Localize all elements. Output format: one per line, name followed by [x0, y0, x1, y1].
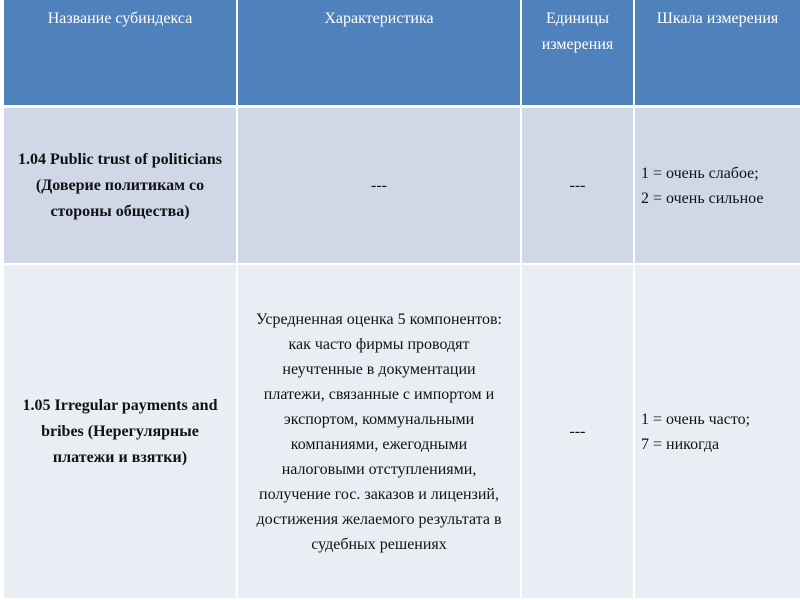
row1-units — [522, 108, 635, 265]
row2-subindex-name — [4, 265, 238, 600]
row1-scale — [635, 108, 800, 265]
row1-name-line1: 1.04 Public trust of politicians — [17, 150, 222, 168]
row2-characteristic-line: экспортом, коммунальными — [283, 410, 475, 428]
header-scale — [635, 0, 800, 108]
row2-characteristic-line: платежи, связанные с импортом и — [263, 385, 495, 403]
row2-characteristic-line: судебных решениях — [311, 535, 447, 553]
row1-subindex-name — [4, 108, 238, 265]
row2-characteristic-line: компаниями, ежегодными — [290, 435, 468, 453]
subindex-table — [4, 0, 800, 600]
row2-characteristic-line: Усредненная оценка 5 компонентов: — [256, 310, 502, 328]
row2-scale-line2: 7 = никогда — [641, 435, 720, 453]
row1-units-value: --- — [569, 177, 586, 194]
header-units-label-line1: Единицы — [546, 10, 609, 27]
row2-units-value: --- — [569, 423, 586, 440]
header-scale-label: Шкала измерения — [656, 10, 779, 27]
row2-characteristic-line: как часто фирмы проводят — [288, 335, 470, 353]
row2-scale — [635, 265, 800, 600]
row1-name-line3: стороны общества) — [50, 202, 190, 220]
row1-characteristic — [238, 108, 522, 265]
row2-characteristic-line: достижения желаемого результата в — [256, 510, 502, 528]
row2-characteristic — [238, 265, 522, 600]
header-units-label-line2: измерения — [541, 36, 614, 53]
row2-characteristic-line: неучтенные в документации — [282, 360, 476, 378]
row1-name-line2: (Доверие политикам со — [35, 176, 205, 194]
header-subindex-name-label: Название субиндекса — [47, 10, 193, 27]
row2-name-line1: 1.05 Irregular payments and — [22, 396, 218, 414]
header-characteristic-label: Характеристика — [324, 10, 434, 27]
row2-characteristic-line: получение гос. заказов и лицензий, — [259, 485, 499, 503]
header-characteristic — [238, 0, 522, 108]
row1-scale-line2: 2 = очень сильное — [641, 189, 764, 207]
row2-characteristic-line: налоговыми отступлениями, — [281, 460, 477, 478]
row2-name-line2: bribes (Нерегулярные — [41, 422, 199, 440]
header-subindex-name — [4, 0, 238, 108]
row1-characteristic-value: --- — [371, 177, 387, 194]
row2-units — [522, 265, 635, 600]
row2-scale-line1: 1 = очень часто; — [641, 410, 751, 428]
row1-scale-line1: 1 = очень слабое; — [641, 164, 759, 182]
header-units — [522, 0, 635, 108]
row2-name-line3: платежи и взятки) — [52, 448, 188, 466]
